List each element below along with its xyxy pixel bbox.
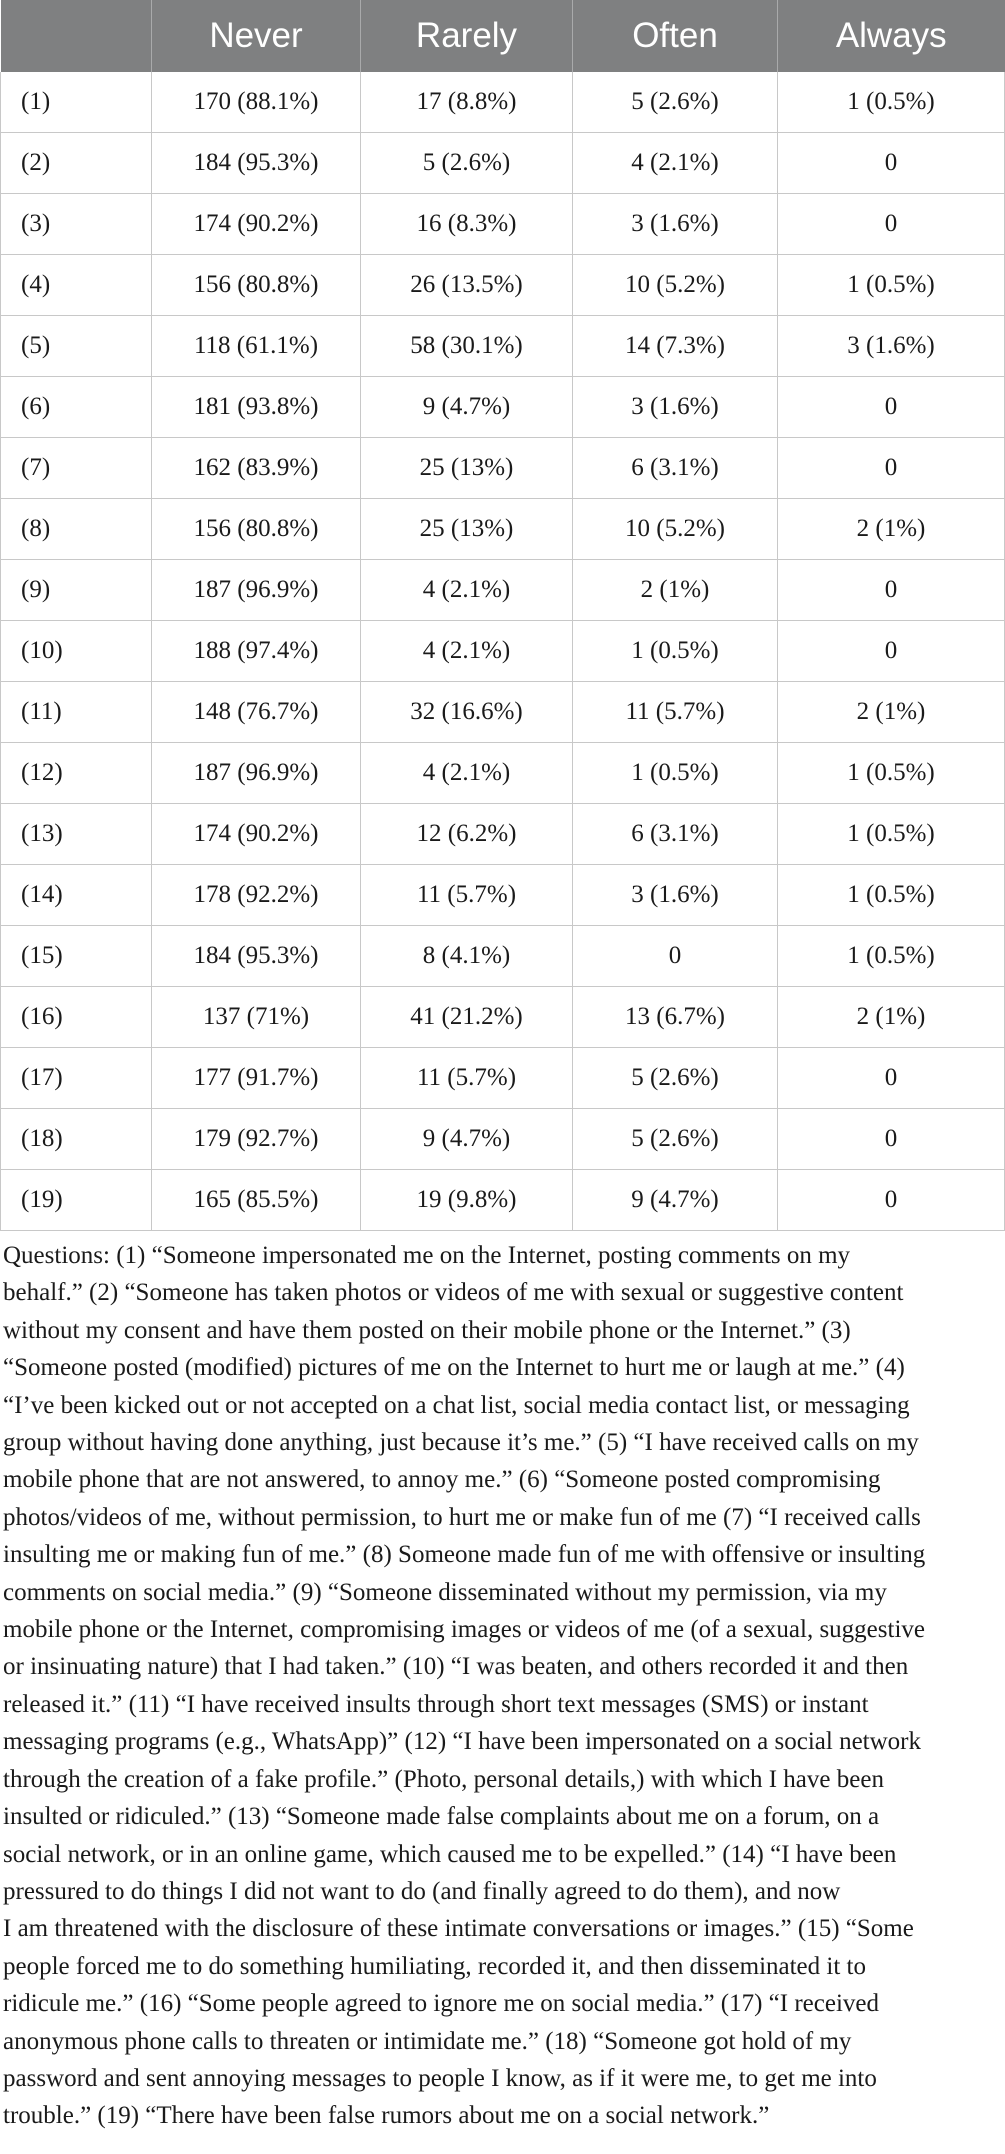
- footnote-line: released it.” (11) “I have received insults through short text messages (SMS) or instant: [3, 1690, 869, 1718]
- value-cell: 17 (8.8%): [361, 72, 573, 133]
- table-row: [1, 499, 1005, 560]
- value-cell: 14 (7.3%): [573, 316, 778, 377]
- value-cell: 188 (97.4%): [152, 621, 361, 682]
- value-cell: 3 (1.6%): [573, 377, 778, 438]
- table-row: [1, 987, 1005, 1048]
- question-number-cell: (2): [1, 133, 152, 194]
- value-cell: 156 (80.8%): [152, 499, 361, 560]
- value-cell: 187 (96.9%): [152, 743, 361, 804]
- question-number-cell: (12): [1, 743, 152, 804]
- value-cell: 12 (6.2%): [361, 804, 573, 865]
- value-cell: 0: [778, 133, 1005, 194]
- value-cell: 4 (2.1%): [573, 133, 778, 194]
- footnote-line: “I’ve been kicked out or not accepted on a chat list, social media contact list, or messaging: [3, 1391, 910, 1419]
- value-cell: 1 (0.5%): [778, 72, 1005, 133]
- question-number-cell: (9): [1, 560, 152, 621]
- header-cell-often: Often: [573, 0, 778, 72]
- value-cell: 13 (6.7%): [573, 987, 778, 1048]
- value-cell: 9 (4.7%): [573, 1170, 778, 1231]
- question-number-cell: (13): [1, 804, 152, 865]
- value-cell: 3 (1.6%): [778, 316, 1005, 377]
- value-cell: 6 (3.1%): [573, 804, 778, 865]
- footnote-line: or insinuating nature) that I had taken.” (10) “I was beaten, and others recorded it and then: [3, 1653, 909, 1681]
- value-cell: 1 (0.5%): [778, 255, 1005, 316]
- value-cell: 181 (93.8%): [152, 377, 361, 438]
- value-cell: 0: [573, 926, 778, 987]
- value-cell: 178 (92.2%): [152, 865, 361, 926]
- value-cell: 162 (83.9%): [152, 438, 361, 499]
- value-cell: 11 (5.7%): [573, 682, 778, 743]
- table-row: [1, 316, 1005, 377]
- value-cell: 8 (4.1%): [361, 926, 573, 987]
- value-cell: 4 (2.1%): [361, 621, 573, 682]
- value-cell: 1 (0.5%): [778, 804, 1005, 865]
- value-cell: 2 (1%): [778, 987, 1005, 1048]
- question-number-cell: (8): [1, 499, 152, 560]
- value-cell: 177 (91.7%): [152, 1048, 361, 1109]
- table-row: [1, 255, 1005, 316]
- footnote-line: Questions: (1) “Someone impersonated me on the Internet, posting comments on my: [3, 1242, 851, 1269]
- value-cell: 11 (5.7%): [361, 865, 573, 926]
- value-cell: 1 (0.5%): [573, 743, 778, 804]
- table-row: [1, 804, 1005, 865]
- value-cell: 179 (92.7%): [152, 1109, 361, 1170]
- footnote-line: without my consent and have them posted on their mobile phone or the Internet.” (3): [3, 1316, 851, 1344]
- value-cell: 2 (1%): [573, 560, 778, 621]
- question-number-cell: (16): [1, 987, 152, 1048]
- footnote-line: social network, or in an online game, which caused me to be expelled.” (14) “I have been: [3, 1840, 897, 1868]
- value-cell: 0: [778, 1170, 1005, 1231]
- table-row: [1, 926, 1005, 987]
- footnote-line: insulted or ridiculed.” (13) “Someone made false complaints about me on a forum, on a: [3, 1803, 880, 1831]
- table-row: [1, 682, 1005, 743]
- footnote-line: trouble.” (19) “There have been false rumors about me on a social network.”: [3, 2102, 770, 2130]
- value-cell: 137 (71%): [152, 987, 361, 1048]
- question-number-cell: (4): [1, 255, 152, 316]
- footnote-line: ridicule me.” (16) “Some people agreed to ignore me on social media.” (17) “I received: [3, 1990, 880, 2018]
- question-number-cell: (17): [1, 1048, 152, 1109]
- footnote-line: behalf.” (2) “Someone has taken photos or videos of me with sexual or suggestive content: [3, 1279, 904, 1307]
- value-cell: 25 (13%): [361, 499, 573, 560]
- value-cell: 58 (30.1%): [361, 316, 573, 377]
- table-row: [1, 621, 1005, 682]
- value-cell: 3 (1.6%): [573, 194, 778, 255]
- value-cell: 156 (80.8%): [152, 255, 361, 316]
- value-cell: 174 (90.2%): [152, 194, 361, 255]
- table-header-row: [1, 0, 1005, 72]
- value-cell: 118 (61.1%): [152, 316, 361, 377]
- table-row: [1, 377, 1005, 438]
- value-cell: 41 (21.2%): [361, 987, 573, 1048]
- value-cell: 1 (0.5%): [778, 743, 1005, 804]
- value-cell: 4 (2.1%): [361, 743, 573, 804]
- value-cell: 16 (8.3%): [361, 194, 573, 255]
- table-row: [1, 133, 1005, 194]
- value-cell: 9 (4.7%): [361, 377, 573, 438]
- value-cell: 25 (13%): [361, 438, 573, 499]
- table-row: [1, 438, 1005, 499]
- value-cell: 2 (1%): [778, 499, 1005, 560]
- footnote-line: mobile phone or the Internet, compromising images or videos of me (of a sexual, suggestive: [3, 1616, 925, 1644]
- table-row: [1, 1109, 1005, 1170]
- value-cell: 19 (9.8%): [361, 1170, 573, 1231]
- footnote-line: mobile phone that are not answered, to annoy me.” (6) “Someone posted compromising: [3, 1466, 881, 1494]
- footnote-line: I am threatened with the disclosure of these intimate conversations or images.” (15) “Some: [3, 1915, 914, 1943]
- question-number-cell: (15): [1, 926, 152, 987]
- value-cell: 26 (13.5%): [361, 255, 573, 316]
- value-cell: 184 (95.3%): [152, 926, 361, 987]
- footnote-line: password and sent annoying messages to people I know, as if it were me, to get me into: [3, 2064, 877, 2092]
- footnote-line: people forced me to do something humiliating, recorded it, and then disseminated it to: [3, 1952, 866, 1980]
- value-cell: 32 (16.6%): [361, 682, 573, 743]
- footnote-line: comments on social media.” (9) “Someone disseminated without my permission, via my: [3, 1578, 887, 1606]
- value-cell: 0: [778, 621, 1005, 682]
- question-number-cell: (7): [1, 438, 152, 499]
- footnote-line: through the creation of a fake profile.” (Photo, personal details,) with which I have been: [3, 1765, 884, 1793]
- value-cell: 10 (5.2%): [573, 255, 778, 316]
- footnote-line: group without having done anything, just because it’s me.” (5) “I have received calls on my: [3, 1429, 919, 1457]
- value-cell: 165 (85.5%): [152, 1170, 361, 1231]
- value-cell: 148 (76.7%): [152, 682, 361, 743]
- footnote-line: anonymous phone calls to threaten or intimidate me.” (18) “Someone got hold of my: [3, 2027, 852, 2055]
- footnote-line: pressured to do things I did not want to do (and finally agreed to do them), and now: [3, 1877, 841, 1905]
- footnote-line: messaging programs (e.g., WhatsApp)” (12) “I have been impersonated on a social network: [3, 1728, 921, 1756]
- question-number-cell: (19): [1, 1170, 152, 1231]
- question-number-cell: (14): [1, 865, 152, 926]
- table-row: [1, 743, 1005, 804]
- table-row: [1, 1048, 1005, 1109]
- table-body: [1, 72, 1005, 1231]
- value-cell: 0: [778, 377, 1005, 438]
- value-cell: 10 (5.2%): [573, 499, 778, 560]
- value-cell: 0: [778, 1109, 1005, 1170]
- value-cell: 174 (90.2%): [152, 804, 361, 865]
- value-cell: 0: [778, 1048, 1005, 1109]
- footnote-line: “Someone posted (modified) pictures of me on the Internet to hurt me or laugh at me.” (4): [3, 1354, 905, 1382]
- header-cell-question: [1, 0, 152, 72]
- value-cell: 1 (0.5%): [573, 621, 778, 682]
- value-cell: 0: [778, 560, 1005, 621]
- question-number-cell: (18): [1, 1109, 152, 1170]
- table-footnote: [0, 1231, 1005, 2135]
- header-cell-always: Always: [778, 0, 1005, 72]
- value-cell: 184 (95.3%): [152, 133, 361, 194]
- value-cell: 5 (2.6%): [573, 1109, 778, 1170]
- value-cell: 1 (0.5%): [778, 926, 1005, 987]
- question-number-cell: (1): [1, 72, 152, 133]
- table-row: [1, 865, 1005, 926]
- footnote-line: photos/videos of me, without permission, to hurt me or make fun of me (7) “I received calls: [3, 1503, 921, 1531]
- question-number-cell: (10): [1, 621, 152, 682]
- value-cell: 4 (2.1%): [361, 560, 573, 621]
- value-cell: 0: [778, 438, 1005, 499]
- value-cell: 3 (1.6%): [573, 865, 778, 926]
- table-row: [1, 1170, 1005, 1231]
- table-row: [1, 560, 1005, 621]
- footnote-line: insulting me or making fun of me.” (8) Someone made fun of me with offensive or insulting: [3, 1541, 926, 1569]
- value-cell: 2 (1%): [778, 682, 1005, 743]
- value-cell: 0: [778, 194, 1005, 255]
- question-number-cell: (5): [1, 316, 152, 377]
- table-row: [1, 194, 1005, 255]
- question-number-cell: (6): [1, 377, 152, 438]
- value-cell: 9 (4.7%): [361, 1109, 573, 1170]
- value-cell: 5 (2.6%): [573, 72, 778, 133]
- value-cell: 5 (2.6%): [573, 1048, 778, 1109]
- question-number-cell: (3): [1, 194, 152, 255]
- value-cell: 5 (2.6%): [361, 133, 573, 194]
- header-cell-rarely: Rarely: [361, 0, 573, 72]
- table-row: [1, 72, 1005, 133]
- value-cell: 6 (3.1%): [573, 438, 778, 499]
- question-number-cell: (11): [1, 682, 152, 743]
- value-cell: 187 (96.9%): [152, 560, 361, 621]
- value-cell: 170 (88.1%): [152, 72, 361, 133]
- header-cell-never: Never: [152, 0, 361, 72]
- value-cell: 11 (5.7%): [361, 1048, 573, 1109]
- value-cell: 1 (0.5%): [778, 865, 1005, 926]
